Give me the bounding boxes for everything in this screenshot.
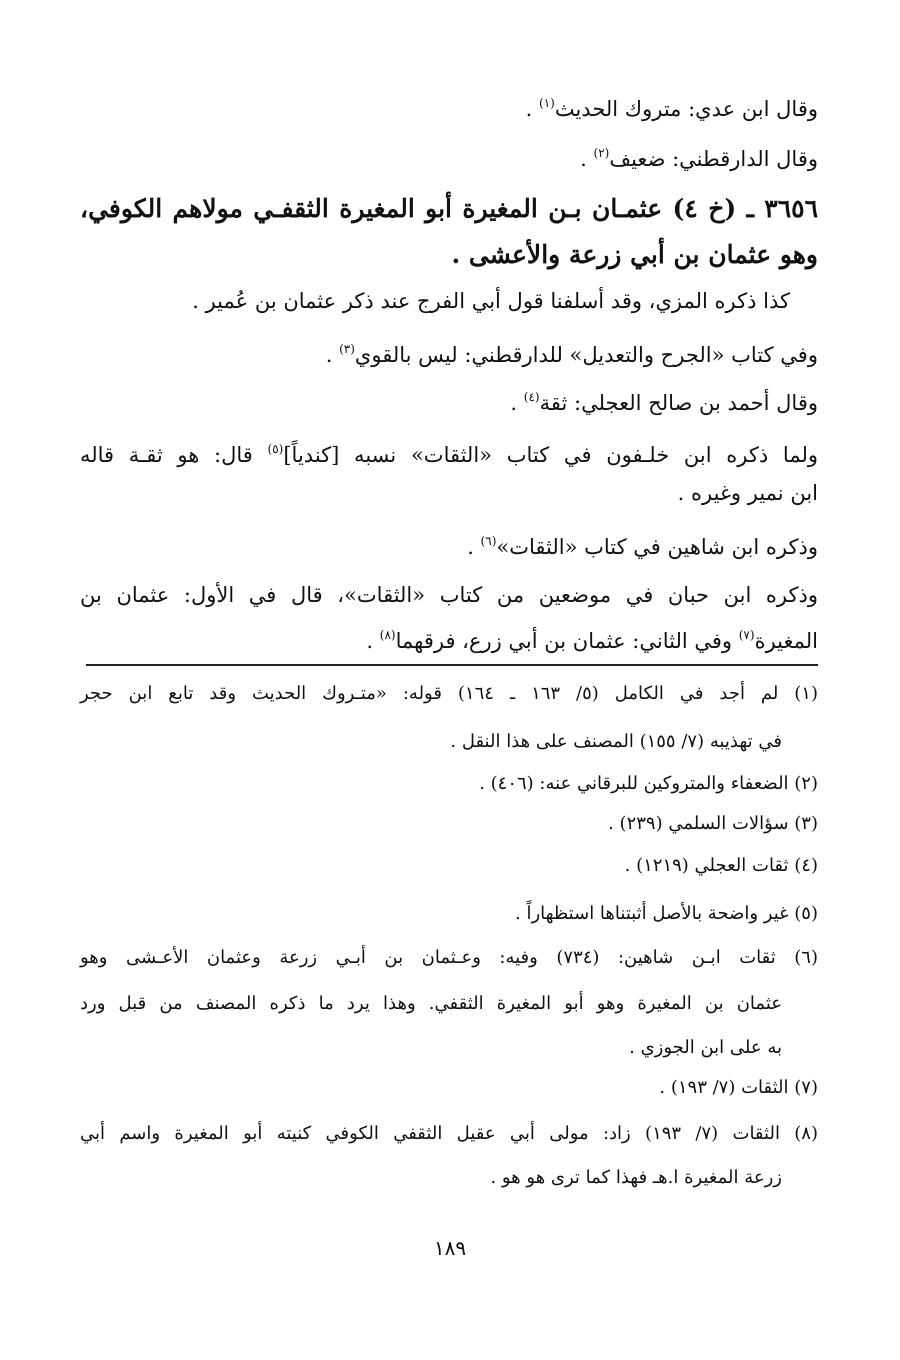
body-line-3: كذا ذكره المزي، وقد أسلفنا قول أبي الفرج عند ذكر عثمان بن عُمير .: [192, 289, 790, 313]
body-line-1-text: وقال ابن عدي: متروك الحديث: [554, 97, 818, 121]
footnote-separator: [86, 664, 818, 666]
body-line-2-end: .: [580, 147, 594, 171]
body-line-6: [80, 434, 818, 470]
footnote-4: (٤) ثقات العجلي (١٢١٩) .: [624, 855, 818, 876]
body-line-6-start: ولما ذكره ابن خلـفون في كتاب «الثقات» نسبه [كندياً]: [283, 443, 818, 467]
entry-heading-line-2: وهو عثمان بن أبي زرعة والأعشى .: [451, 240, 818, 269]
footnote-ref-7[interactable]: (٧): [738, 628, 755, 642]
body-line-1: [80, 88, 818, 124]
body-line-5-text: وقال أحمد بن صالح العجلي: ثقة: [539, 391, 818, 415]
body-line-4: [80, 334, 818, 370]
body-line-9: وذكره ابن حبان في موضعين من كتاب «الثقات»، قال في الأول: عثمان بن: [80, 583, 818, 607]
body-line-8: [80, 526, 818, 562]
footnote-ref-3[interactable]: (٣): [339, 342, 355, 356]
body-line-10: [80, 620, 818, 656]
body-line-10-start: المغيرة: [754, 629, 818, 653]
footnote-ref-4[interactable]: (٤): [523, 390, 540, 404]
footnote-8-line-2: زرعة المغيرة ا.هـ فهذا كما ترى هو هو .: [490, 1167, 782, 1188]
footnote-ref-1[interactable]: (١): [539, 96, 555, 110]
footnote-1-line-2: في تهذيبه (٧/ ١٥٥) المصنف على هذا النقل .: [450, 731, 782, 752]
body-line-10-end: .: [366, 629, 380, 653]
footnote-6-line-2: عثمان بن المغيرة وهو أبو المغيرة الثقفي. وهذا يرد ما ذكره المصنف من قبل ورد: [80, 993, 782, 1014]
body-line-7: ابن نمير وغيره .: [677, 481, 818, 505]
footnote-3: (٣) سؤالات السلمي (٢٣٩) .: [608, 813, 818, 834]
footnote-ref-5[interactable]: (٥): [267, 442, 284, 456]
body-line-6-end: قال: هو ثقـة قاله: [80, 443, 268, 467]
footnote-2: (٢) الضعفاء والمتروكين للبرقاني عنه: (٤٠٦) .: [479, 773, 818, 794]
body-line-2: [80, 138, 818, 174]
body-line-10-middle: وفي الثاني: عثمان بن أبي زرع، فرقهما: [395, 629, 739, 653]
footnote-6-line-1: (٦) ثقات ابـن شاهين: (٧٣٤) وفيه: وعـثمان بن أبـي زرعة وعثمان الأعـشى وهو: [80, 947, 818, 968]
footnote-5: (٥) غير واضحة بالأصل أثبتناها استظهاراً .: [515, 903, 818, 924]
body-line-4-text: وفي كتاب «الجرح والتعديل» للدارقطني: ليس بالقوي: [354, 343, 818, 367]
body-line-8-text: وذكره ابن شاهين في كتاب «الثقات»: [496, 535, 818, 559]
body-line-5: [80, 382, 818, 418]
footnote-8-line-1: (٨) الثقات (٧/ ١٩٣) زاد: مولى أبي عقيل الثقفي الكوفي كنيته أبو المغيرة واسم أبي: [80, 1123, 818, 1144]
entry-heading-line-1: ٣٦٥٦ ـ (خ ٤) عثمـان بـن المغيرة أبو المغيرة الثقفـي مولاهم الكوفي،: [80, 194, 818, 223]
body-line-4-end: .: [325, 343, 340, 367]
footnote-ref-2[interactable]: (٢): [593, 146, 610, 160]
page-number: ١٨٩: [433, 1236, 467, 1260]
footnote-6-line-3: به على ابن الجوزي .: [629, 1037, 782, 1058]
footnote-1-line-1: (١) لم أجد في الكامل (٥/ ١٦٣ ـ ١٦٤) قوله: «متـروك الحديث وقد تابع ابن حجر: [80, 683, 818, 704]
footnote-ref-8[interactable]: (٨): [379, 628, 396, 642]
body-line-8-end: .: [467, 535, 481, 559]
footnote-ref-6[interactable]: (٦): [480, 534, 497, 548]
body-line-1-end: .: [525, 97, 539, 121]
body-line-5-end: .: [510, 391, 524, 415]
body-line-2-text: وقال الدارقطني: ضعيف: [609, 147, 818, 171]
footnote-7: (٧) الثقات (٧/ ١٩٣) .: [659, 1077, 818, 1098]
